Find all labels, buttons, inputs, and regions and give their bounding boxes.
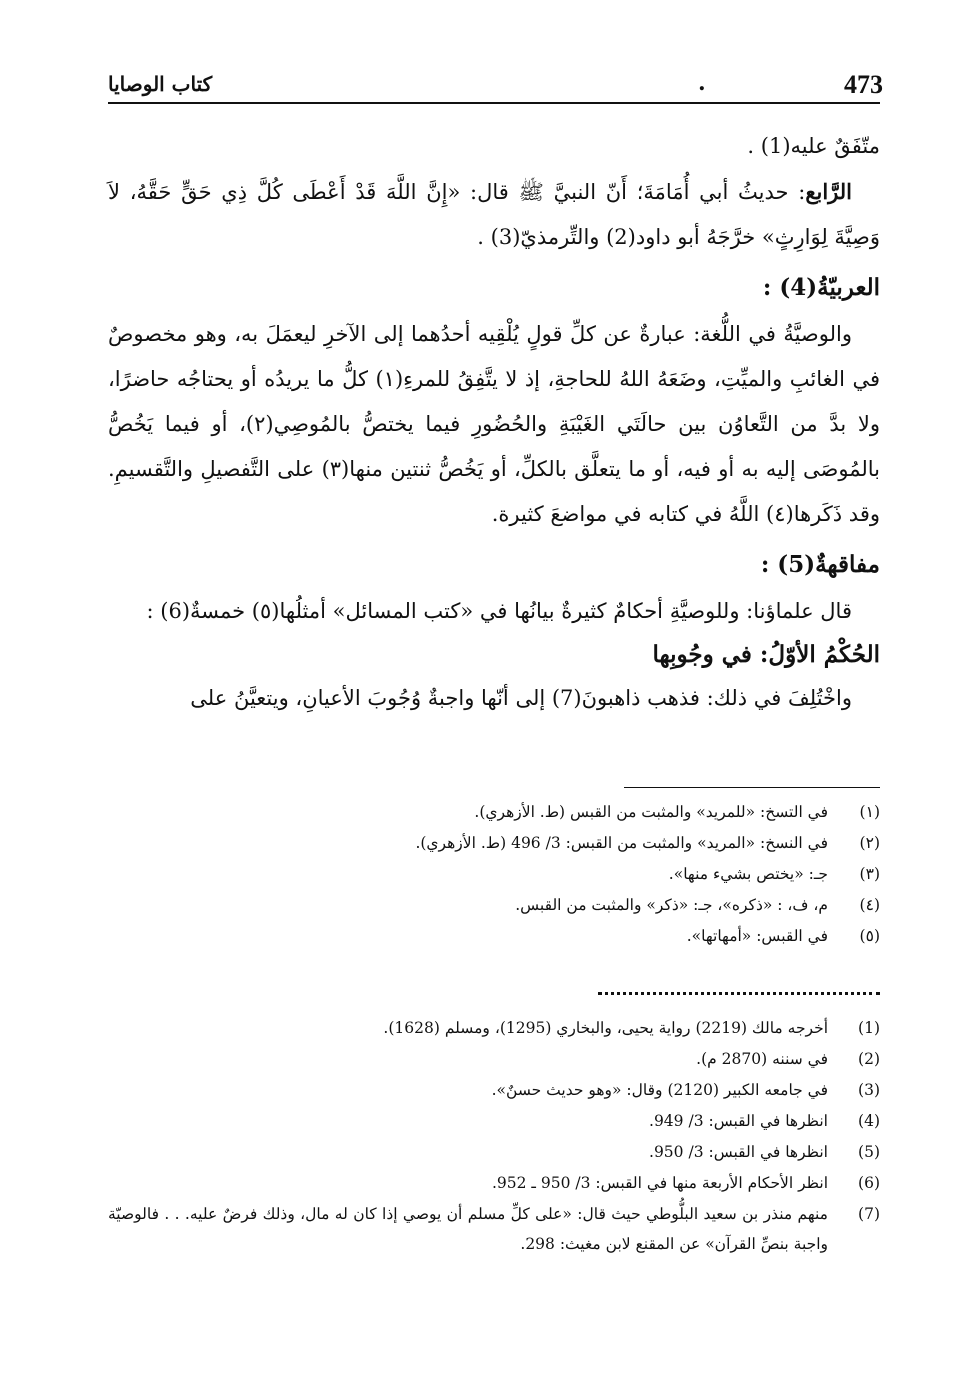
footnote-item — [108, 1199, 880, 1259]
footnote-number: (2) — [858, 1050, 880, 1068]
footnote-number: (4) — [858, 1112, 880, 1130]
footnote-item — [108, 859, 880, 890]
footnote-text: انظرها في القبس: 3/ 950. — [649, 1143, 828, 1161]
header-dot: . — [698, 70, 706, 96]
heading-mufaqaha: مفاقهةٌ(5) : — [760, 551, 880, 578]
hukm-title: الحُكْمُ الأوّلُ: — [759, 641, 880, 668]
footnote-item — [108, 1168, 880, 1199]
footnote-item — [108, 1013, 880, 1044]
footnote-number: (٤) — [859, 896, 880, 914]
footnote-item — [108, 1137, 880, 1168]
footnote-number: (6) — [858, 1174, 880, 1192]
footnote-number: (٥) — [859, 927, 880, 945]
footnote-number: (5) — [858, 1143, 880, 1161]
footnote-item — [108, 890, 880, 921]
page-number: 473 — [844, 70, 883, 99]
footnote-number: (1) — [858, 1019, 880, 1037]
heading-hukm-awwal — [108, 634, 880, 676]
footnote-text: أخرجه مالك (2219) رواية يحيى، والبخاري (1295)، ومسلم (1628). — [383, 1019, 828, 1037]
footnote-separator — [624, 787, 880, 788]
main-text — [108, 124, 880, 721]
footnote-item — [108, 921, 880, 952]
footnote-text: في النسخ: «المريد» والمثبت من القبس: 3/ 496 (ط. الأزهري). — [415, 834, 828, 852]
footnote-text: في القبس: «أمهاتها». — [686, 927, 828, 945]
paragraph-rabi — [108, 169, 880, 260]
footnote-number: (٢) — [859, 834, 880, 852]
paragraph-ikhtulifa: واخْتُلِفَ في ذلك: فذهب ذاهبونَ(7) إلى أنّها واجبةٌ وُجُوبَ الأعيانِ، ويتعيَّنُ على — [190, 686, 852, 710]
footnote-item — [108, 1044, 880, 1075]
footnote-text: في سننه (2870 م). — [696, 1050, 828, 1068]
paragraph-wasiyya-lugha: والوصيَّةُ في اللُّغة: عبارةٌ عن كلِّ قولٍ يُلْقِيه أحدُهما إلى الآخرِ ليعمَلَ به، وهو مخصوصٌ في الغائبِ والميِّتِ، وضَعَهُ اللهُ للحاجةِ، إذ لا يتَّفِقُ للمرءِ(١) كلُّ ما يريدُه أو يحتاجُه حاضرًا، ولا بدَّ من التَّعاوُن بين حالَتَي الغَيْبَةِ والحُضُورِ فيما يختصُّ بالمُوصِي(٢)، أو فيما يَخُصُّ بالمُوصَى إليه به أو فيه، أو ما يتعلَّق بالكلِّ، أو يَخُصُّ ثنتين منها(٣) على التَّفصيلِ والتَّقسيمِ. وقد ذَكَرها(٤) اللَّهُ في كتابه في مواضعَ كثيرة. — [108, 322, 881, 526]
footnote-number: (٣) — [859, 865, 880, 883]
footnotes-editor — [108, 1013, 880, 1259]
footnote-number: (7) — [858, 1205, 880, 1223]
paragraph-ulamauna: قال علماؤنا: وللوصيَّةِ أحكامٌ كثيرةٌ بيانُها في «كتب المسائل» أمثلُها(٥) خمسةٌ(6) : — [146, 599, 852, 623]
footnote-text: في جامعه الكبير (2120) وقال: «وهو حديث حسنٌ». — [491, 1081, 828, 1099]
footnote-text: في التسخ: «للمريد» والمثبت من القبس (ط. الأزهري). — [474, 803, 828, 821]
footnote-text: جـ: «يختص بشيء منها». — [668, 865, 828, 883]
text-rabi: : حديثُ أبي أُمَامَةَ؛ أَنّ النبيَّ ﷺ قال: «إِنَّ اللَّهَ قَدْ أَعْطَى كُلَّ ذِي حَقٍّ حَقَّهُ، لاَ وَصِيَّةَ لِوَارِثٍ» خرَّجَهُ أبو داود(2) والتِّرمذيّ(3) . — [108, 180, 880, 249]
footnote-number: (3) — [858, 1081, 880, 1099]
footnote-text: منهم منذر بن سعيد البلُّوطي حيث قال: «على كلِّ مسلم أن يوصي إذا كان له مال، وذلك فرضٌ عليه. . . فالوصيّة واجبة بنصِّ القرآن» عن المقنع لابن مغيث: 298. — [108, 1205, 828, 1253]
footnote-text: انظرها في القبس: 3/ 949. — [649, 1112, 828, 1130]
footnote-item — [108, 797, 880, 828]
footnote-text: انظر الأحكام الأربعة منها في القبس: 3/ 950 ـ 952. — [491, 1174, 828, 1192]
footnote-dotted-separator — [598, 992, 880, 995]
paragraph-muttafaq: متّفَقٌ عليه(1) . — [747, 134, 880, 158]
footnotes-manuscript — [108, 797, 880, 952]
page-header — [108, 70, 883, 102]
footnote-item — [108, 828, 880, 859]
heading-arabiya: العربيّةُ(4) : — [762, 274, 880, 301]
footnote-item — [108, 1075, 880, 1106]
footnote-number: (١) — [859, 803, 880, 821]
label-rabi: الرَّابع — [805, 179, 852, 204]
footnote-item — [108, 1106, 880, 1137]
footnote-text: م، ف، : «ذكره»، جـ: «ذكر» والمثبت من القبس. — [515, 896, 828, 914]
header-rule — [108, 102, 880, 104]
hukm-subtitle: في وجُوبِها — [652, 641, 752, 668]
chapter-title: كتاب الوصايا — [108, 72, 213, 96]
